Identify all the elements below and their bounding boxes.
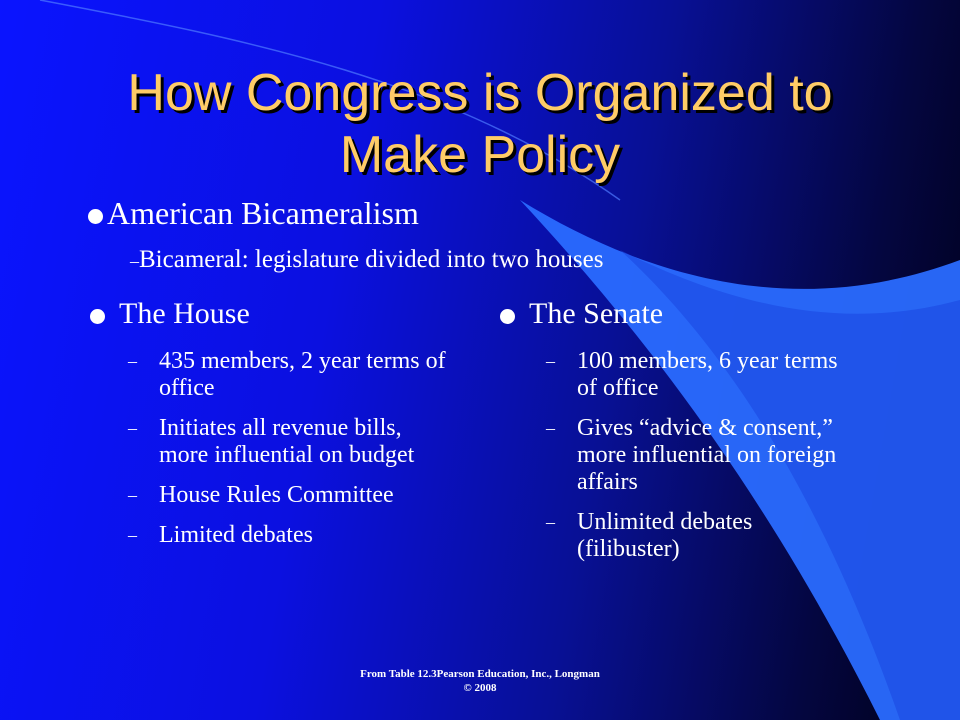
source-footer <box>300 667 660 695</box>
main-bullet-text: American Bicameralism <box>107 195 419 231</box>
dash-icon: – <box>546 351 555 371</box>
dash-icon: – <box>130 251 139 271</box>
senate-heading <box>500 296 663 332</box>
senate-heading-text: The Senate <box>529 297 664 330</box>
list-item-text: Limited debates <box>159 522 313 548</box>
dash-icon: – <box>128 418 137 438</box>
list-item <box>546 509 851 563</box>
dash-icon: – <box>128 485 137 505</box>
main-sub-bullet-text: Bicameral: legislature divided into two houses <box>139 246 604 273</box>
house-list <box>128 348 448 562</box>
title-line-2: Make Policy <box>339 126 621 184</box>
dash-icon: – <box>546 512 555 532</box>
bullet-dot-icon <box>500 309 515 324</box>
list-item <box>546 348 851 402</box>
main-sub-bullet <box>130 244 603 277</box>
bullet-dot-icon <box>90 309 105 324</box>
list-item-text: House Rules Committee <box>159 482 394 508</box>
footer-line-1: From Table 12.3Pearson Education, Inc., Longman <box>360 668 600 680</box>
title-line-1: How Congress is Organized to <box>127 64 833 122</box>
list-item <box>128 482 448 509</box>
list-item <box>128 415 448 469</box>
list-item-text: Initiates all revenue bills, more influential on budget <box>159 415 415 468</box>
dash-icon: – <box>546 418 555 438</box>
bullet-dot-icon <box>88 209 103 224</box>
list-item <box>546 415 851 496</box>
list-item-text: Unlimited debates (filibuster) <box>577 509 753 562</box>
house-heading <box>90 296 250 332</box>
list-item <box>128 348 448 402</box>
dash-icon: – <box>128 351 137 371</box>
list-item-text: Gives “advice & consent,” more influential on foreign affairs <box>577 415 837 495</box>
house-heading-text: The House <box>119 297 250 330</box>
senate-list <box>546 348 851 576</box>
list-item <box>128 522 448 549</box>
footer-line-2: © 2008 <box>463 682 497 694</box>
main-bullet <box>88 193 419 233</box>
dash-icon: – <box>128 525 137 545</box>
list-item-text: 435 members, 2 year terms of office <box>159 348 446 401</box>
slide-title <box>40 62 920 186</box>
list-item-text: 100 members, 6 year terms of office <box>577 348 838 401</box>
